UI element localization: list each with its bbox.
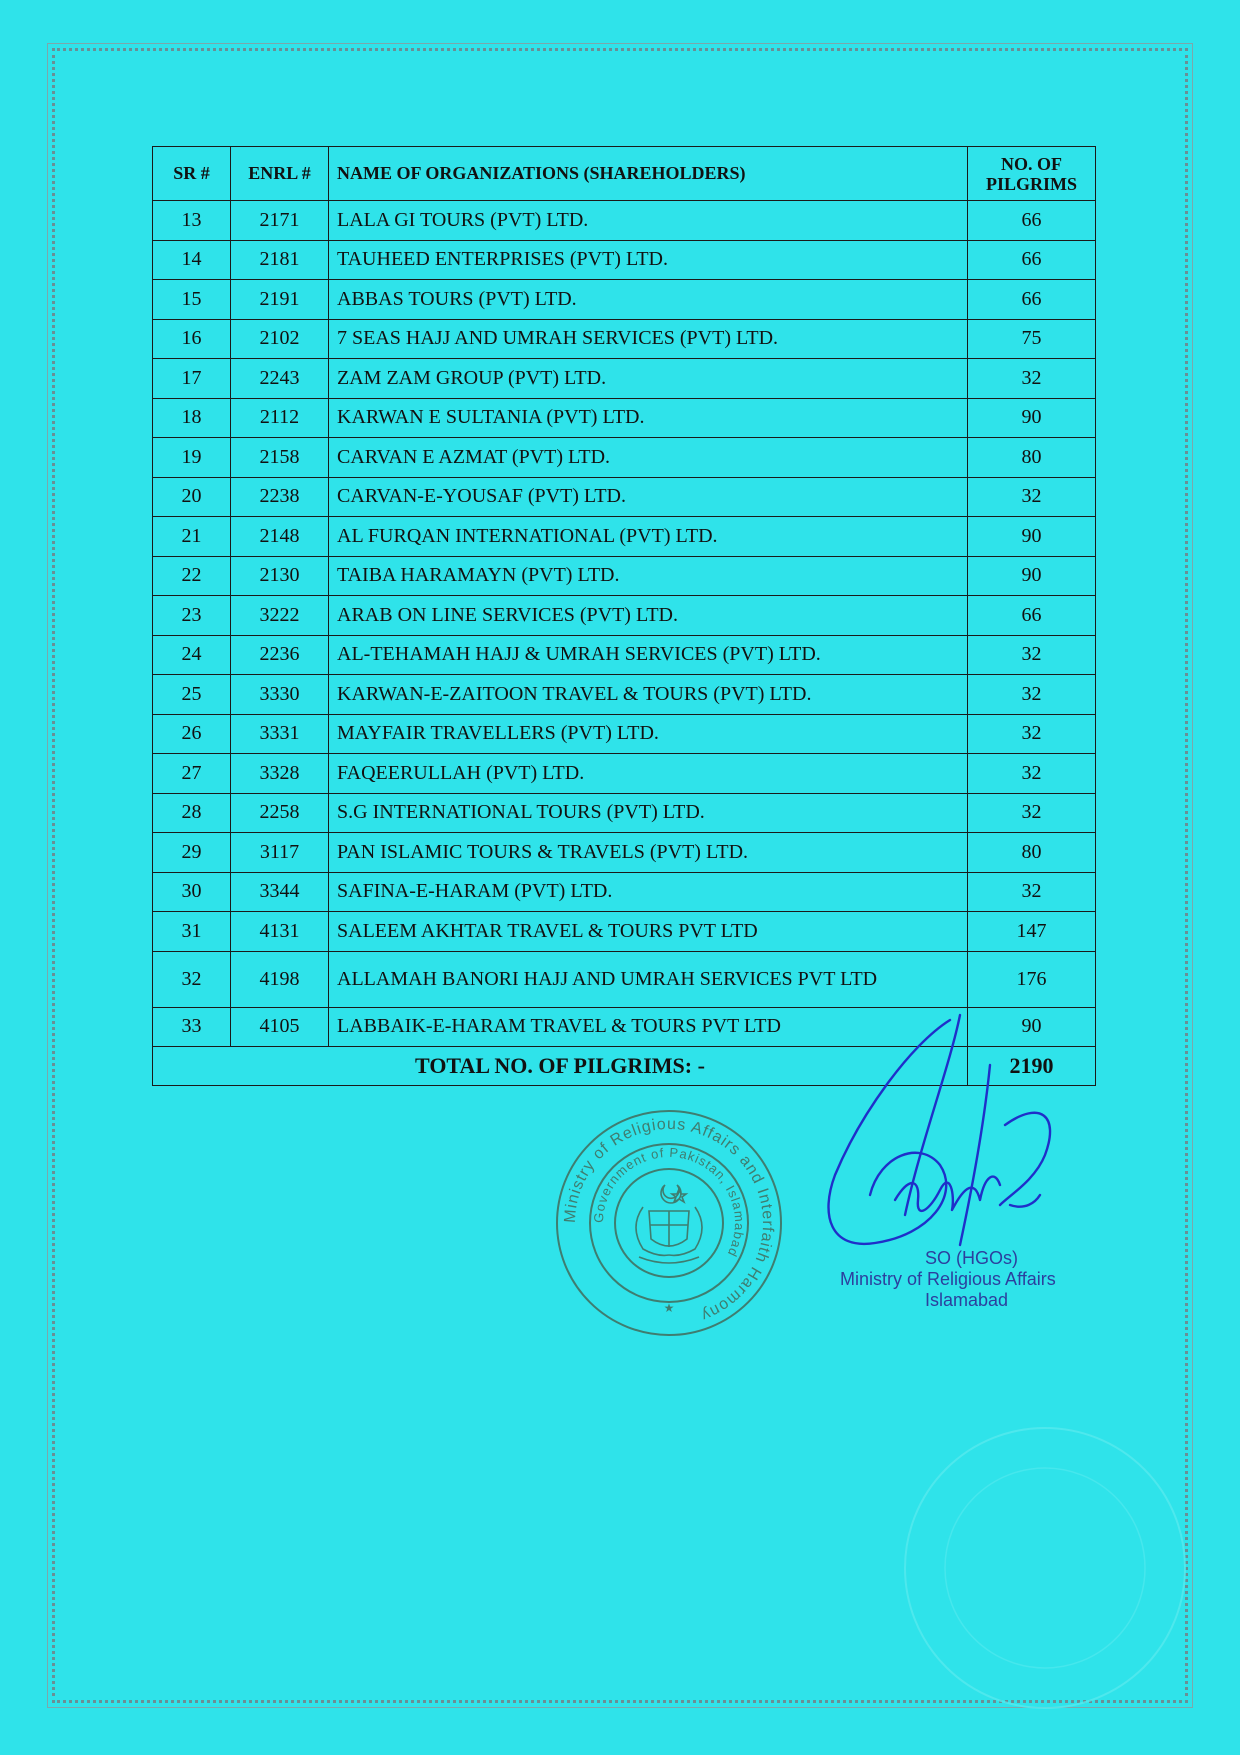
- cell-sr: 16: [153, 319, 231, 359]
- stamp-ministry: Ministry of Religious Affairs: [840, 1269, 1056, 1289]
- cell-sr: 19: [153, 438, 231, 478]
- cell-enrl: 3117: [231, 833, 329, 873]
- cell-pilgrims: 90: [968, 517, 1096, 557]
- cell-enrl: 4131: [231, 912, 329, 952]
- stamp-designation: SO (HGOs): [925, 1248, 1018, 1268]
- table-row: [153, 951, 1096, 1007]
- cell-pilgrims: 90: [968, 398, 1096, 438]
- cell-enrl: 3330: [231, 675, 329, 715]
- table-row: [153, 517, 1096, 557]
- cell-pilgrims: 32: [968, 714, 1096, 754]
- faint-stamp-icon: [895, 1418, 1195, 1718]
- cell-sr: 33: [153, 1007, 231, 1047]
- cell-enrl: 2148: [231, 517, 329, 557]
- cell-sr: 30: [153, 872, 231, 912]
- cell-name: AL FURQAN INTERNATIONAL (PVT) LTD.: [329, 517, 968, 557]
- stamp-city: Islamabad: [925, 1290, 1009, 1310]
- seal-emblem-icon: [636, 1185, 702, 1263]
- cell-sr: 14: [153, 240, 231, 280]
- cell-enrl: 2181: [231, 240, 329, 280]
- header-pilgrims-line1: NO. OF: [1001, 153, 1062, 174]
- cell-pilgrims: 32: [968, 359, 1096, 399]
- cell-pilgrims: 66: [968, 240, 1096, 280]
- pilgrims-table: [152, 146, 1096, 1086]
- cell-enrl: 3344: [231, 872, 329, 912]
- cell-name: LALA GI TOURS (PVT) LTD.: [329, 201, 968, 241]
- total-label: TOTAL NO. OF PILGRIMS: -: [153, 1047, 968, 1086]
- cell-name: TAIBA HARAMAYN (PVT) LTD.: [329, 556, 968, 596]
- seal-inner-text: Government of Pakistan, Islamabad: [590, 1144, 748, 1260]
- cell-enrl: 2112: [231, 398, 329, 438]
- cell-sr: 23: [153, 596, 231, 636]
- cell-enrl: 3328: [231, 754, 329, 794]
- cell-name: 7 SEAS HAJJ AND UMRAH SERVICES (PVT) LTD.: [329, 319, 968, 359]
- signature-stamp: [820, 1248, 1120, 1311]
- cell-name: TAUHEED ENTERPRISES (PVT) LTD.: [329, 240, 968, 280]
- cell-sr: 28: [153, 793, 231, 833]
- cell-enrl: 4105: [231, 1007, 329, 1047]
- cell-sr: 17: [153, 359, 231, 399]
- cell-enrl: 3222: [231, 596, 329, 636]
- table-row: [153, 596, 1096, 636]
- table-row: [153, 833, 1096, 873]
- cell-pilgrims: 176: [968, 951, 1096, 1007]
- cell-pilgrims: 66: [968, 280, 1096, 320]
- cell-pilgrims: 66: [968, 596, 1096, 636]
- cell-pilgrims: 32: [968, 754, 1096, 794]
- cell-enrl: 2191: [231, 280, 329, 320]
- table-row: [153, 556, 1096, 596]
- cell-name: FAQEERULLAH (PVT) LTD.: [329, 754, 968, 794]
- cell-enrl: 2258: [231, 793, 329, 833]
- cell-pilgrims: 147: [968, 912, 1096, 952]
- cell-sr: 31: [153, 912, 231, 952]
- cell-pilgrims: 66: [968, 201, 1096, 241]
- cell-name: SAFINA-E-HARAM (PVT) LTD.: [329, 872, 968, 912]
- table-row: [153, 635, 1096, 675]
- cell-name: ARAB ON LINE SERVICES (PVT) LTD.: [329, 596, 968, 636]
- table-row: [153, 398, 1096, 438]
- table-row: [153, 872, 1096, 912]
- cell-pilgrims: 32: [968, 793, 1096, 833]
- cell-enrl: 2102: [231, 319, 329, 359]
- cell-sr: 20: [153, 477, 231, 517]
- cell-pilgrims: 80: [968, 833, 1096, 873]
- cell-name: ALLAMAH BANORI HAJJ AND UMRAH SERVICES PVT LTD: [329, 951, 968, 1007]
- signature-icon: [790, 1005, 1090, 1270]
- header-name: NAME OF ORGANIZATIONS (SHAREHOLDERS): [329, 147, 968, 201]
- cell-pilgrims: 32: [968, 675, 1096, 715]
- cell-name: CARVAN E AZMAT (PVT) LTD.: [329, 438, 968, 478]
- cell-name: PAN ISLAMIC TOURS & TRAVELS (PVT) LTD.: [329, 833, 968, 873]
- cell-enrl: 2158: [231, 438, 329, 478]
- cell-sr: 13: [153, 201, 231, 241]
- table-body: [153, 201, 1096, 1047]
- table-row: [153, 754, 1096, 794]
- cell-sr: 22: [153, 556, 231, 596]
- cell-name: CARVAN-E-YOUSAF (PVT) LTD.: [329, 477, 968, 517]
- cell-name: AL-TEHAMAH HAJJ & UMRAH SERVICES (PVT) LTD.: [329, 635, 968, 675]
- cell-pilgrims: 75: [968, 319, 1096, 359]
- cell-name: ABBAS TOURS (PVT) LTD.: [329, 280, 968, 320]
- cell-enrl: 3331: [231, 714, 329, 754]
- cell-pilgrims: 90: [968, 1007, 1096, 1047]
- cell-name: ZAM ZAM GROUP (PVT) LTD.: [329, 359, 968, 399]
- table-row: [153, 912, 1096, 952]
- cell-name: SALEEM AKHTAR TRAVEL & TOURS PVT LTD: [329, 912, 968, 952]
- table-row: [153, 359, 1096, 399]
- cell-sr: 21: [153, 517, 231, 557]
- cell-pilgrims: 90: [968, 556, 1096, 596]
- cell-sr: 24: [153, 635, 231, 675]
- cell-sr: 26: [153, 714, 231, 754]
- cell-enrl: 2130: [231, 556, 329, 596]
- seal-star-icon: ★: [663, 1301, 675, 1315]
- cell-sr: 25: [153, 675, 231, 715]
- table-row: [153, 793, 1096, 833]
- table-row: [153, 477, 1096, 517]
- cell-sr: 18: [153, 398, 231, 438]
- table-row: [153, 714, 1096, 754]
- table-header-row: [153, 147, 1096, 201]
- cell-enrl: 4198: [231, 951, 329, 1007]
- header-sr: SR #: [153, 147, 231, 201]
- cell-enrl: 2236: [231, 635, 329, 675]
- table-row: [153, 438, 1096, 478]
- header-enrl: ENRL #: [231, 147, 329, 201]
- cell-enrl: 2238: [231, 477, 329, 517]
- header-pilgrims: [968, 147, 1096, 201]
- header-pilgrims-line2: PILGRIMS: [985, 173, 1077, 194]
- cell-name: S.G INTERNATIONAL TOURS (PVT) LTD.: [329, 793, 968, 833]
- cell-sr: 15: [153, 280, 231, 320]
- cell-pilgrims: 32: [968, 872, 1096, 912]
- cell-sr: 27: [153, 754, 231, 794]
- cell-name: KARWAN E SULTANIA (PVT) LTD.: [329, 398, 968, 438]
- cell-name: MAYFAIR TRAVELLERS (PVT) LTD.: [329, 714, 968, 754]
- cell-sr: 32: [153, 951, 231, 1007]
- cell-sr: 29: [153, 833, 231, 873]
- table-row: [153, 201, 1096, 241]
- ministry-seal: [553, 1107, 785, 1339]
- cell-name: LABBAIK-E-HARAM TRAVEL & TOURS PVT LTD: [329, 1007, 968, 1047]
- cell-name: KARWAN-E-ZAITOON TRAVEL & TOURS (PVT) LTD.: [329, 675, 968, 715]
- total-value: 2190: [968, 1047, 1096, 1086]
- cell-enrl: 2243: [231, 359, 329, 399]
- cell-pilgrims: 32: [968, 477, 1096, 517]
- cell-enrl: 2171: [231, 201, 329, 241]
- table-row: [153, 240, 1096, 280]
- table-row: [153, 280, 1096, 320]
- cell-pilgrims: 32: [968, 635, 1096, 675]
- table-row: [153, 675, 1096, 715]
- table-row: [153, 319, 1096, 359]
- cell-pilgrims: 80: [968, 438, 1096, 478]
- seal-outer-text: Ministry of Religious Affairs and Interfaith Harmony: [561, 1115, 777, 1325]
